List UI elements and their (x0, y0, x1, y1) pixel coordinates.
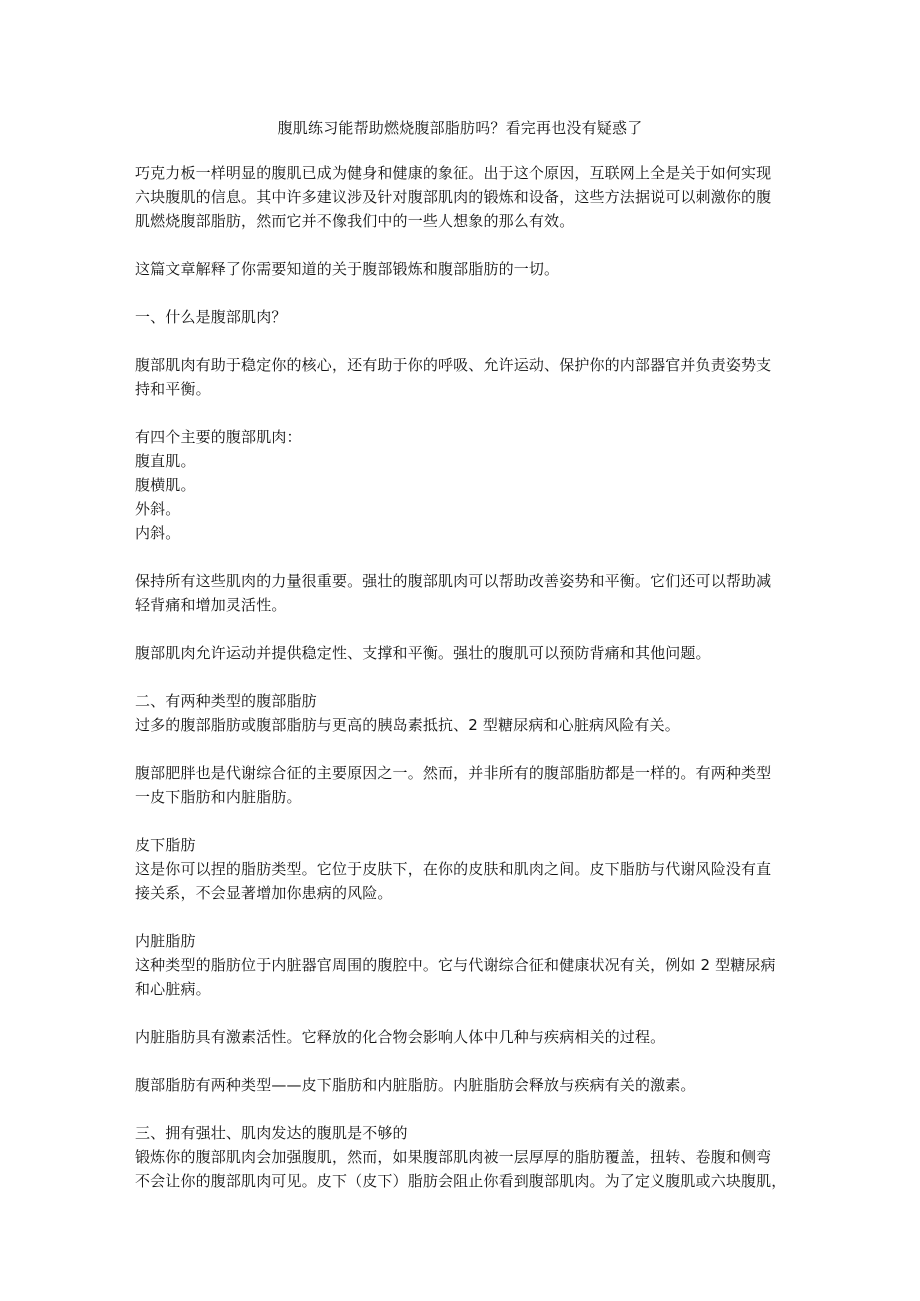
text-line: 不会让你的腹部肌肉可见。皮下（皮下）脂肪会阻止你看到腹部肌肉。为了定义腹肌或六块腹肌， (135, 1172, 787, 1190)
text-line: 这是你可以捏的脂肪类型。它位于皮肤下，在你的皮肤和肌肉之间。皮下脂肪与代谢风险没有直 (135, 860, 772, 878)
text-line: 保持所有这些肌肉的力量很重要。强壮的腹部肌肉可以帮助改善姿势和平衡。它们还可以帮助减 (135, 572, 772, 590)
text-line: 腹部脂肪有两种类型——皮下脂肪和内脏脂肪。内脏脂肪会释放与疾病有关的激素。 (135, 1076, 696, 1094)
paragraph-visceral (135, 929, 800, 1001)
paragraph-subcutaneous (135, 833, 800, 905)
text-line: 三、拥有强壮、肌肉发达的腹肌是不够的 (135, 1124, 408, 1142)
paragraph-strength (135, 569, 800, 617)
text-line: 有四个主要的腹部肌肉： (135, 428, 302, 446)
text-line: 二、有两种类型的腹部脂肪 (135, 692, 317, 710)
list-item: 腹横肌。 (135, 476, 196, 494)
text-line: 过多的腹部脂肪或腹部脂肪与更高的胰岛素抵抗、2 型糖尿病和心脏病风险有关。 (135, 716, 680, 734)
text-line: 持和平衡。 (135, 380, 211, 398)
text-line: 腹部肌肉有助于稳定你的核心，还有助于你的呼吸、允许运动、保护你的内部器官并负责姿势支 (135, 356, 772, 374)
text-line: 锻炼你的腹部肌肉会加强腹肌，然而，如果腹部肌肉被一层厚厚的脂肪覆盖，扭转、卷腹和侧弯 (135, 1148, 772, 1166)
text-line: 这种类型的脂肪位于内脏器官周围的腹腔中。它与代谢综合征和健康状况有关，例如 2 型糖尿病 (135, 956, 776, 974)
text-line: 巧克力板一样明显的腹肌已成为健身和健康的象征。出于这个原因，互联网上全是关于如何实现 (135, 164, 772, 182)
paragraph-summary (135, 257, 800, 281)
list-item: 腹直肌。 (135, 452, 196, 470)
section-heading-3 (135, 1121, 800, 1193)
text-line: 内脏脂肪具有激素活性。它释放的化合物会影响人体中几种与疾病相关的过程。 (135, 1028, 666, 1046)
document-body (135, 161, 800, 1193)
text-line: 和心脏病。 (135, 980, 211, 998)
section-heading-1 (135, 305, 800, 329)
text-line: 轻背痛和增加灵活性。 (135, 596, 287, 614)
list-item: 外斜。 (135, 500, 181, 518)
text-line: 内脏脂肪 (135, 932, 196, 950)
text-line: 六块腹肌的信息。其中许多建议涉及针对腹部肌肉的锻炼和设备，这些方法据说可以刺激你的腹 (135, 188, 772, 206)
text-line: 肌燃烧腹部脂肪，然而它并不像我们中的一些人想象的那么有效。 (135, 212, 575, 230)
text-line: 接关系，不会显著增加你患病的风险。 (135, 884, 393, 902)
text-line: 一皮下脂肪和内脏脂肪。 (135, 788, 302, 806)
paragraph-obesity (135, 761, 800, 809)
paragraph-hormone (135, 1025, 800, 1049)
section-heading-2 (135, 689, 800, 737)
text-line: 腹部肥胖也是代谢综合征的主要原因之一。然而，并非所有的腹部脂肪都是一样的。有两种类型 (135, 764, 772, 782)
text-line: 这篇文章解释了你需要知道的关于腹部锻炼和腹部脂肪的一切。 (135, 260, 560, 278)
paragraph-muscle-list (135, 425, 800, 545)
list-item: 内斜。 (135, 524, 181, 542)
document-title: 腹肌练习能帮助燃烧腹部脂肪吗？看完再也没有疑惑了 (277, 119, 643, 137)
text-line: 一、什么是腹部肌肉？ (135, 308, 287, 326)
paragraph-fat-types (135, 1073, 800, 1097)
text-line: 腹部肌肉允许运动并提供稳定性、支撑和平衡。强壮的腹肌可以预防背痛和其他问题。 (135, 644, 711, 662)
paragraph-intro (135, 161, 800, 233)
text-line: 皮下脂肪 (135, 836, 196, 854)
paragraph-stability (135, 641, 800, 665)
paragraph-core-function (135, 353, 800, 401)
